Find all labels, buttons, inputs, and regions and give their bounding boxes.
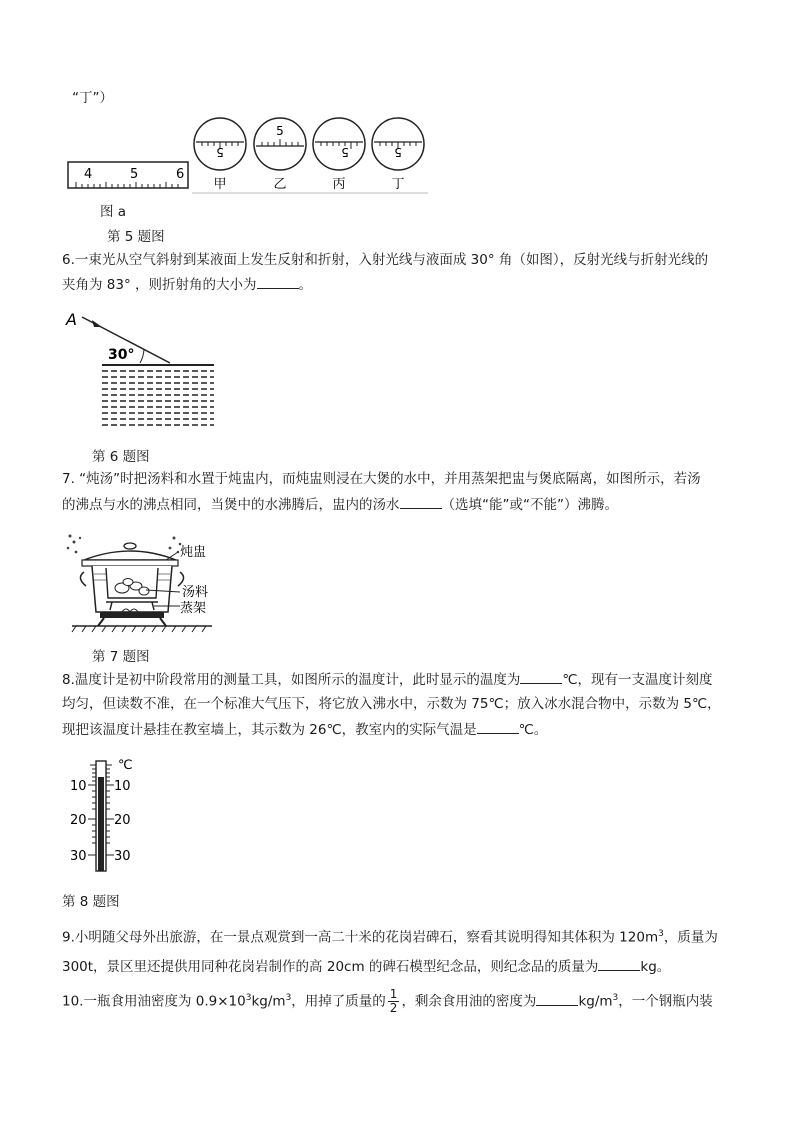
dial-label-yi: 乙	[273, 177, 287, 192]
ruler-tick-6: 6	[176, 167, 185, 182]
q7-answer-blank[interactable]	[400, 494, 442, 509]
q6-line-1: 6.一束光从空气斜射到某液面上发生反射和折射，入射光线与液面成 30° 角（如图），反射光线与折射光线的	[62, 252, 709, 268]
figure-6-refraction	[62, 305, 222, 435]
figure-5-ruler-dials	[62, 116, 432, 196]
q7-line-1: 7. “炖汤”时把汤料和水置于炖盅内，而炖盅则浸在大煲的水中，并用蒸架把盅与煲底隔离，如图所示，若汤	[62, 471, 701, 487]
figure-8-caption: 第 8 题图	[62, 894, 120, 910]
figure-5-caption: 第 5 题图	[107, 229, 165, 245]
q9-line-2: 300t，景区里还提供用同种花岗岩制作的高 20cm 的碑石模型纪念品，则纪念品的质量为 kg。	[62, 956, 670, 977]
svg-text:5: 5	[341, 145, 349, 159]
q8-line-2: 均匀，但读数不准，在一个标准大气压下，将它放入沸水中，示数为 75℃；放入冰水混合物中，示数为 5℃，	[62, 696, 721, 712]
dial-label-bing: 丙	[332, 177, 346, 192]
q7-line-2: 的沸点与水的沸点相同，当煲中的水沸腾后，盅内的汤水 （选填“能”或“不能”）沸腾。	[62, 494, 618, 515]
q6-line-2: 夹角为 83° ，则折射角的大小为 。	[62, 274, 312, 295]
figure-6-caption: 第 6 题图	[92, 449, 150, 465]
q8-line-1: 8.温度计是初中阶段常用的测量工具，如图所示的温度计，此时显示的温度为 ℃，现有一支温度计刻度	[62, 669, 713, 690]
figure-7-caption: 第 7 题图	[92, 649, 150, 665]
q8-line-3: 现把该温度计悬挂在教室墙上，其示数为 26℃，教室内的实际气温是 ℃。	[62, 719, 547, 740]
thermometer-unit: ℃	[118, 758, 133, 773]
q8-answer-blank-2[interactable]	[477, 719, 519, 734]
svg-text:10: 10	[114, 779, 131, 794]
figure-a-label: 图 a	[100, 204, 127, 220]
figure-7-stew-pot	[62, 528, 222, 634]
q10-answer-blank[interactable]	[536, 991, 578, 1006]
label-dunzhong: 炖盅	[180, 545, 207, 560]
q8-answer-blank-1[interactable]	[520, 669, 562, 684]
svg-text:20: 20	[70, 813, 87, 828]
svg-text:5: 5	[216, 145, 224, 159]
dial-label-ding: 丁	[391, 177, 405, 192]
label-zhengjia: 蒸架	[180, 601, 207, 616]
dial-bing	[313, 118, 365, 170]
q6-answer-blank[interactable]	[257, 274, 299, 289]
ruler-tick-4: 4	[84, 167, 93, 182]
q9-line-1: 9.小明随父母外出旅游，在一景点观赏到一高二十米的花岗岩碑石，察看其说明得知其体积为 $120m^3$，质量为	[62, 929, 718, 946]
fraction-one-half: $\frac{1}{2}$	[389, 987, 398, 1015]
svg-text:30: 30	[114, 849, 131, 864]
dial-yi	[254, 118, 306, 170]
ruler-tick-5: 5	[130, 167, 139, 182]
dial-label-jia: 甲	[213, 177, 227, 192]
figure-8-thermometer	[66, 755, 176, 875]
svg-text:A: A	[66, 310, 77, 329]
q9-answer-blank[interactable]	[598, 956, 640, 971]
svg-text:5: 5	[394, 145, 402, 159]
svg-text:30°: 30°	[108, 347, 135, 363]
dial-ding	[372, 118, 424, 170]
label-tangliao: 汤料	[182, 585, 209, 600]
svg-text:10: 10	[70, 779, 87, 794]
dial-jia	[194, 118, 246, 170]
svg-text:5: 5	[276, 124, 284, 138]
q10-line-1: 10.一瓶食用油密度为 $0.9\times 10^3kg/m^3$，用掉了质量的 $\frac{1}{2}$ ，剩余食用油的密度为 $kg/m^3$，一个钢瓶内装	[62, 987, 713, 1015]
previous-question-fragment: “丁”）	[72, 90, 113, 106]
svg-text:30: 30	[70, 849, 87, 864]
svg-text:20: 20	[114, 813, 131, 828]
